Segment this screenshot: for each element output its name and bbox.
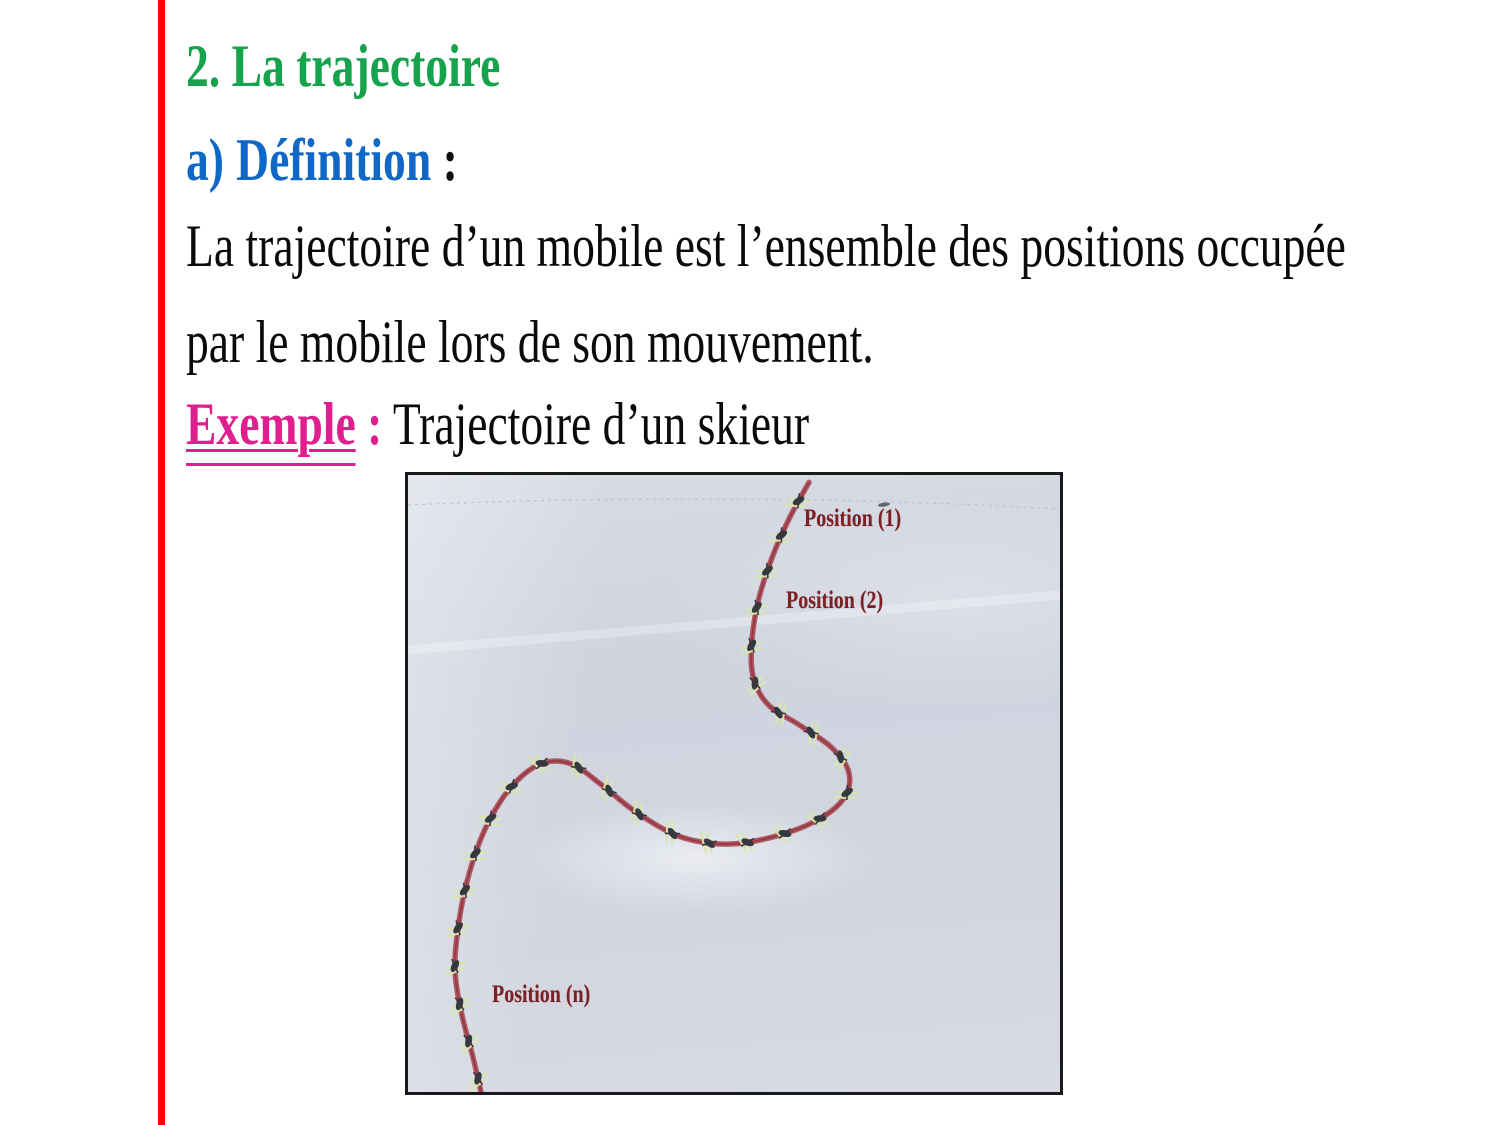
skier-trajectory-figure (405, 472, 1063, 1095)
definition-heading (186, 126, 544, 195)
snow-photo (408, 475, 1060, 1092)
example-text: Trajectoire d’un skieur (382, 391, 810, 457)
example-colon: : (355, 391, 383, 457)
skier-figure (477, 807, 503, 832)
definition-line-1: La trajectoire d’un mobile est l’ensemble des positions occupée (186, 213, 1346, 279)
left-red-rule (158, 0, 165, 1125)
skier-figure (659, 820, 683, 845)
definition-heading-prefix: a) (186, 127, 224, 193)
position-1-label: Position (1) (804, 505, 902, 532)
definition-paragraph (186, 198, 1500, 390)
example-line (186, 388, 1006, 466)
definition-heading-word: Définition (236, 127, 432, 193)
example-label: Exemple (186, 388, 356, 466)
definition-line-2: par le mobile lors de son mouvement. (186, 309, 874, 375)
section-title (186, 32, 600, 101)
definition-heading-colon: : (431, 127, 458, 193)
position-n-label: Position (n) (492, 981, 591, 1008)
skier-figure (768, 524, 793, 548)
skier-figure (806, 806, 831, 832)
position-2-label: Position (2) (786, 587, 884, 614)
section-title-text: 2. La trajectoire (186, 33, 501, 99)
